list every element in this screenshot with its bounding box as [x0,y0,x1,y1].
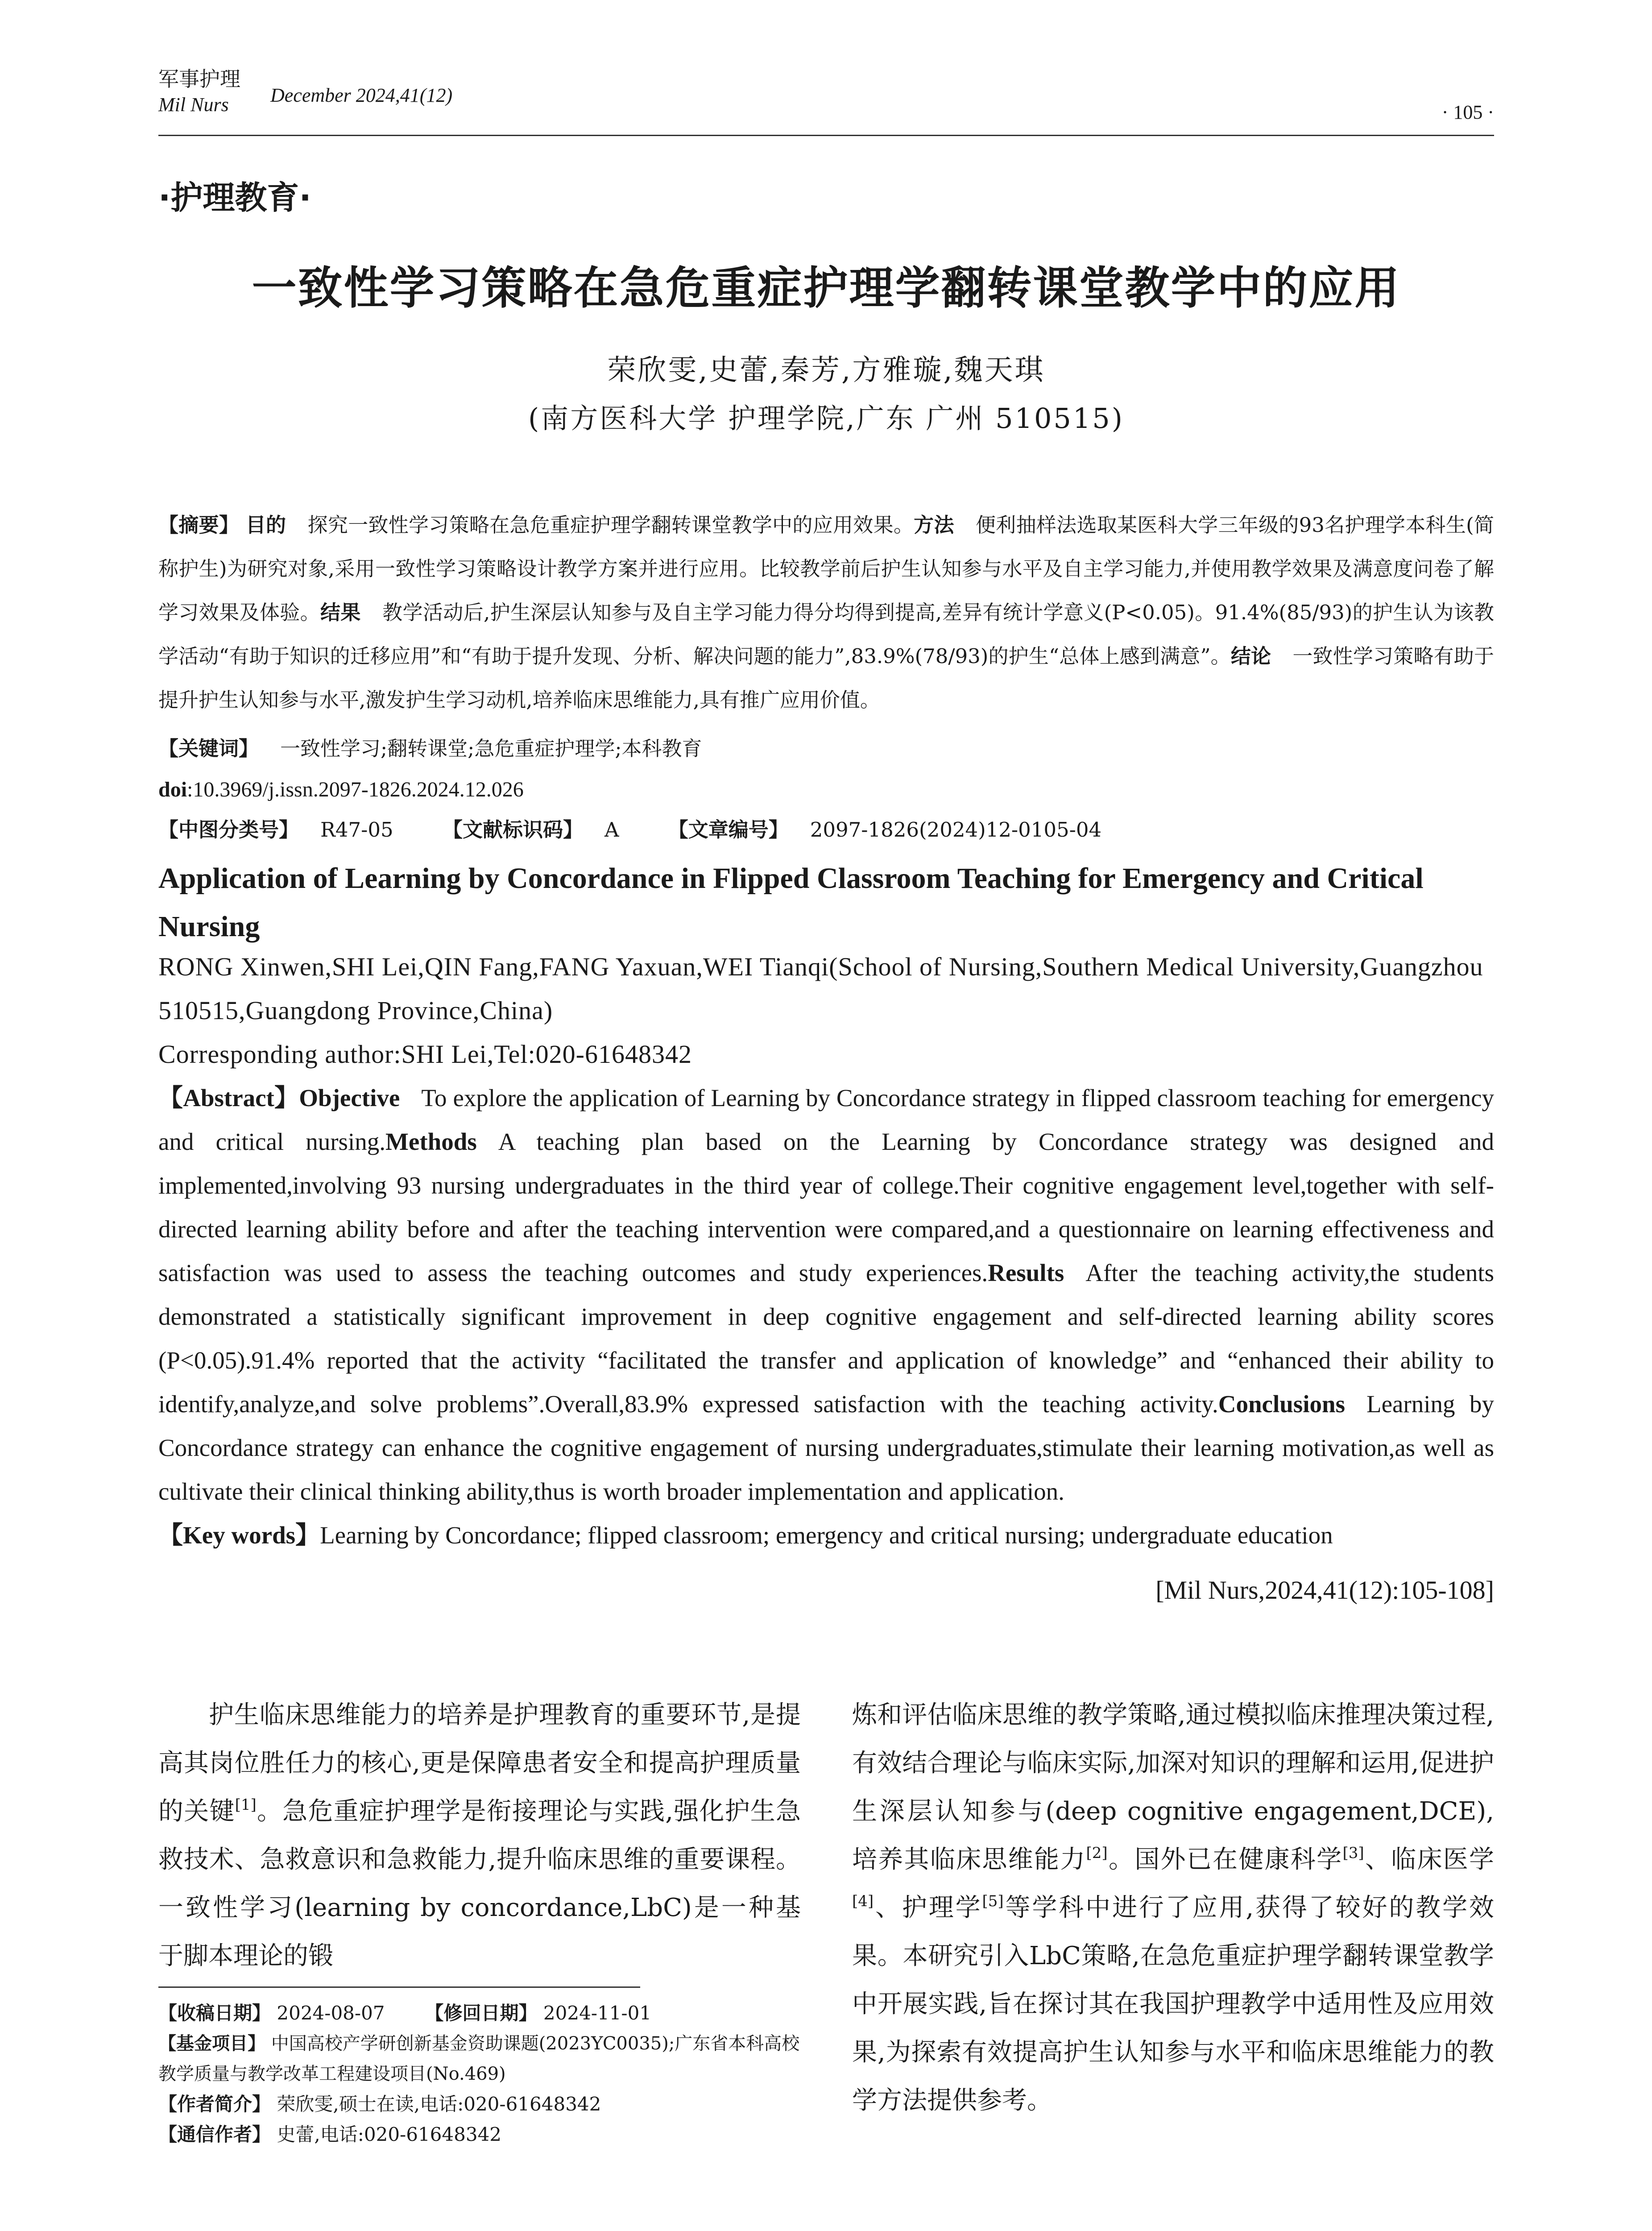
keywords-en-label: 【Key words】 [158,1522,320,1549]
revised-date: 2024-11-01 [543,2002,652,2024]
objective-cn-label: 目的 [245,513,286,537]
body-column-left [158,1691,801,1980]
doi-line [158,772,1494,808]
body-right-text-e: 等学科中进行了应用,获得了较好的教学效果。本研究引入LbC策略,在急危重症护理学翻转课堂教学中开展实践,旨在探讨其在我国护理教学中适用性及应用效果,为探索有效提高护生认知参与水平和临床思维能力的教学方法提供参考。 [852,1893,1494,2115]
body-right-text-c: 、临床医学 [1364,1845,1495,1874]
methods-en: A teaching plan based on the Learning by Concordance strategy was designed and implemented,involving 93 nursing undergraduates in the third year of college.Their cognitive engagement level,together with self-directed learning ability before and after the teaching intervention were compared,and a questionnaire on learning effectiveness and satisfaction was used to assess the teaching outcomes and study experiences. [158,1128,1494,1286]
body-right-text-a: 炼和评估临床思维的教学策略,通过模拟临床推理决策过程,有效结合理论与临床实际,加深对知识的理解和运用,促进护生深层认知参与(deep cognitive engagement,DCE),培养其临床思维能力 [852,1700,1494,1874]
results-cn-label: 结果 [320,601,361,624]
received-date: 2024-08-07 [277,2002,385,2024]
abstract-en-label: 【Abstract】 [158,1084,299,1111]
doc-code-value: A [604,818,619,842]
revised-label: 【修回日期】 [425,2002,538,2024]
body-left-text-2: 。急危重症护理学是衔接理论与实践,强化护生急救技术、急救意识和急救能力,提升临床思维的重要课程。一致性学习(learning by concordance,LbC)是一种基于脚本理论的锻 [158,1797,801,1970]
body-right-text-d: 、护理学 [874,1893,982,1922]
body-right-text-b: 。国外已在健康科学 [1107,1845,1343,1874]
body-left-text-1: 护生临床思维能力的培养是护理教育的重要环节,是提高其岗位胜任力的核心,更是保障患者安全和提高护理质量的关键 [158,1700,801,1826]
fund-label: 【基金项目】 [158,2033,265,2054]
ref-5[interactable]: [5] [982,1892,1004,1910]
footnote-author [158,2089,801,2119]
footnote-fund [158,2028,801,2089]
section-label: ·护理教育· [158,179,311,216]
keywords-cn [158,731,1494,767]
author-bio-text: 荣欣雯,硕士在读,电话:020-61648342 [277,2093,601,2115]
methods-en-label: Methods [385,1128,477,1155]
corresponding-label: 【通信作者】 [158,2123,271,2145]
keywords-en-text: Learning by Concordance; flipped classroom; emergency and critical nursing; undergraduate education [320,1522,1333,1549]
authors-cn: 荣欣雯,史蕾,秦芳,方雅璇,魏天琪 [607,354,1045,387]
authors-en: RONG Xinwen,SHI Lei,QIN Fang,FANG Yaxuan,WEI Tianqi(School of Nursing,Southern Medical University,Guangzhou 510515,Guangdong Province,China) [158,952,1483,1025]
citation: [Mil Nurs,2024,41(12):105-108] [1155,1576,1494,1605]
ref-1[interactable]: [1] [235,1796,257,1814]
abstract-cn-label: 【摘要】 [158,513,240,537]
journal-name-en: Mil Nurs [158,94,229,116]
keywords-cn-text: 一致性学习;翻转课堂;急危重症护理学;本科教育 [280,737,702,760]
doi-value[interactable]: :10.3969/j.issn.2097-1826.2024.12.026 [187,778,524,801]
doc-code-label: 【文献标识码】 [442,818,583,842]
objective-en-label: Objective [299,1084,400,1111]
journal-name-cn: 军事护理 [158,67,240,91]
footnote-corresponding [158,2119,801,2150]
results-cn: 教学活动后,护生深层认知参与及自主学习能力得分均得到提高,差异有统计学意义(P<0.05)。91.4%(85/93)的护生认为该教学活动“有助于知识的迁移应用”和“有助于提升发现、分析、解决问题的能力”,83.9%(78/93)的护生“总体上感到满意”。 [158,601,1494,668]
affiliation-cn: (南方医科大学 护理学院,广东 广州 510515) [528,402,1124,435]
abstract-en [158,1076,1494,1557]
conclusion-cn-label: 结论 [1230,644,1271,668]
methods-cn-label: 方法 [914,513,954,537]
methods-cn: 便利抽样法选取某医科大学三年级的93名护理学本科生(简称护生)为研究对象,采用一致性学习策略设计教学方案并进行应用。比较教学前后护生认知参与水平及自主学习能力,并使用教学效果及满意度问卷了解学习效果及体验。 [158,513,1494,624]
corresponding-text: 史蕾,电话:020-61648342 [277,2123,502,2145]
body-column-right [852,1691,1494,2125]
article-title-en: Application of Learning by Concordance in Flipped Classroom Teaching for Emergency and Critical Nursing [158,862,1424,943]
doi-label: doi [158,778,187,801]
ref-3[interactable]: [3] [1342,1844,1364,1862]
conclusions-en-label: Conclusions [1218,1390,1345,1418]
footnote-rule [158,1986,640,1988]
ref-4[interactable]: [4] [852,1892,874,1910]
keywords-cn-label: 【关键词】 [158,737,259,760]
author-bio-label: 【作者简介】 [158,2093,271,2115]
conclusion-cn: 一致性学习策略有助于提升护生认知参与水平,激发护生学习动机,培养临床思维能力,具有推广应用价值。 [158,644,1494,712]
clc-value: R47-05 [320,818,393,842]
article-no-label: 【文章编号】 [668,818,789,842]
conclusions-en: Learning by Concordance strategy can enhance the cognitive engagement of nursing undergraduates,stimulate their learning motivation,as well as cultivate their clinical thinking ability,thus is worth broader implementation and application. [158,1390,1494,1505]
footnote-dates [158,1998,801,2028]
fund-text: 中国高校产学研创新基金资助课题(2023YC0035);广东省本科高校教学质量与教学改革工程建设项目(No.469) [158,2033,800,2084]
journal-name [158,66,240,118]
article-no-value: 2097-1826(2024)12-0105-04 [810,818,1102,842]
objective-en: To explore the application of Learning by Concordance strategy in flipped classroom teaching for emergency and critical nursing. [158,1084,1495,1155]
authors-en-block [158,945,1494,1076]
header-rule [158,135,1494,136]
results-en: After the teaching activity,the students demonstrated a statistically significant improvement in deep cognitive engagement and self-directed learning ability scores (P<0.05).91.4% reported that the activity “facilitated the transfer and application of knowledge” and “enhanced their ability to identify,analyze,and solve problems”.Overall,83.9% expressed satisfaction with the teaching activity. [158,1259,1494,1418]
results-en-label: Results [988,1259,1064,1286]
received-label: 【收稿日期】 [158,2002,271,2024]
corresponding-author-en: Corresponding author:SHI Lei,Tel:020-61648342 [158,1040,692,1069]
clc-label: 【中图分类号】 [158,818,299,842]
abstract-cn [158,503,1494,722]
classification-line [158,812,1494,848]
footnotes [158,1998,801,2150]
page-number: · 105 · [1441,101,1494,123]
ref-2[interactable]: [2] [1086,1844,1108,1862]
article-title-cn: 一致性学习策略在急危重症护理学翻转课堂教学中的应用 [252,262,1401,314]
issue-date: December 2024,41(12) [270,84,453,106]
objective-cn: 探究一致性学习策略在急危重症护理学翻转课堂教学中的应用效果。 [307,513,914,537]
keywords-en [158,1514,1494,1557]
